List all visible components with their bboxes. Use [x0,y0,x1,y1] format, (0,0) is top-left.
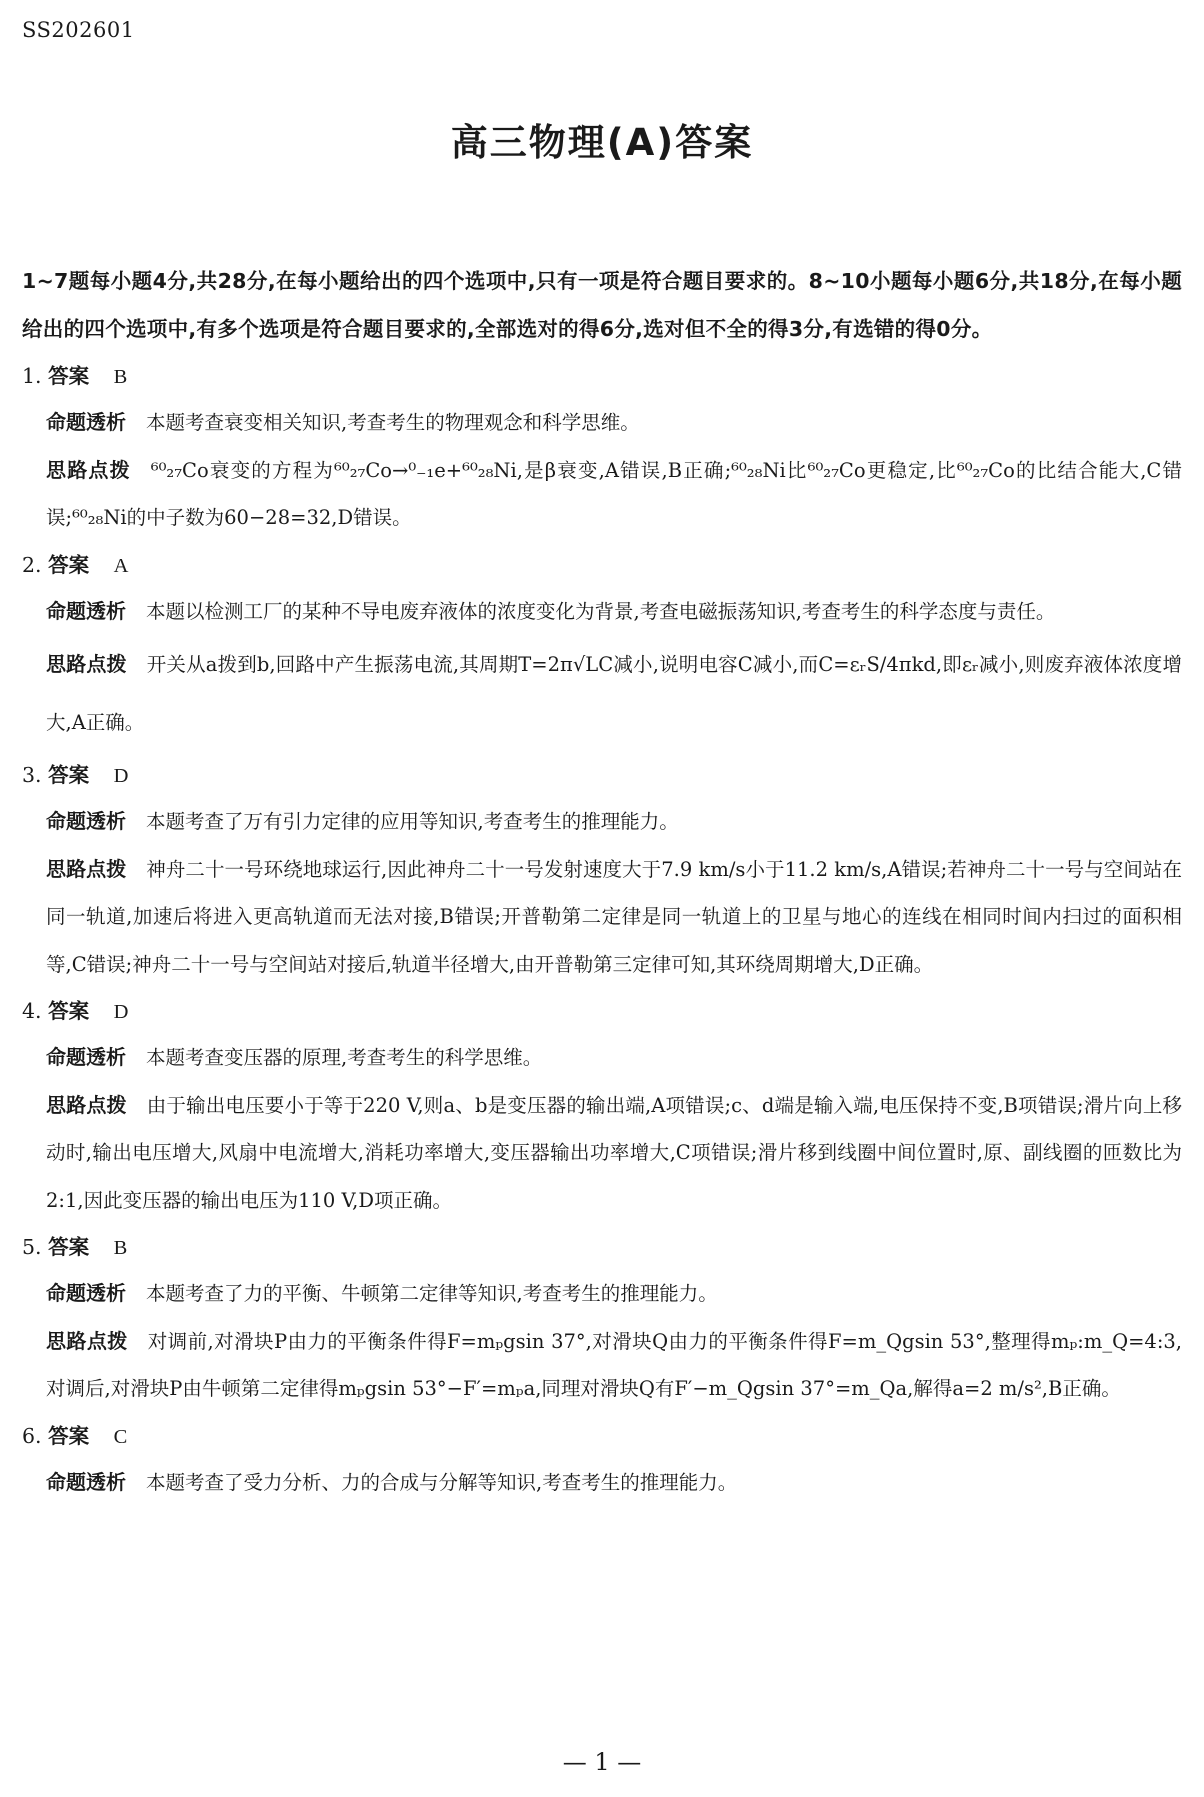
answer-line [22,1413,1182,1459]
answer-line [22,752,1182,798]
page-number: — 1 — [562,1748,642,1776]
answer-label: 答案 [48,763,90,787]
analysis-text: 本题以检测工厂的某种不导电废弃液体的浓度变化为背景,考查电磁振荡知识,考查考生的科学态度与责任。 [146,599,1056,623]
answer-letter: A [113,554,129,577]
answer-label: 答案 [48,999,90,1023]
hint-text: 神舟二十一号环绕地球运行,因此神舟二十一号发射速度大于7.9 km/s小于11.2 km/s,A错误;若神舟二十一号与空间站在同一轨道,加速后将进入更高轨道而无法对接,B错误;开普勒第二定律是同一轨道上的卫星与地心的连线在相同时间内扫过的面积相等,C错误;神舟二十一号与空间站对接后,轨道半径增大,由开普勒第三定律可知,其环绕周期增大,D正确。 [46,857,1182,976]
hint-label: 思路点拨 [46,1328,128,1353]
answer-label: 答案 [48,1235,90,1259]
answer-line [22,542,1182,588]
answer-content [22,258,1182,1506]
analysis-label: 命题透析 [46,598,126,623]
question-3 [22,752,1182,988]
analysis-paragraph [46,399,1182,447]
analysis-text: 本题考查变压器的原理,考查考生的科学思维。 [146,1046,543,1069]
hint-label: 思路点拨 [46,856,127,881]
hint-text: 开关从a拨到b,回路中产生振荡电流,其周期T=2π√LC减小,说明电容C减小,而C=εᵣS/4πkd,即εᵣ减小,则废弃液体浓度增大,A正确。 [46,653,1182,734]
hint-label: 思路点拨 [46,457,131,482]
answer-letter: D [113,1001,129,1023]
hint-text: 对调前,对滑块P由力的平衡条件得F=mₚgsin 37°,对滑块Q由力的平衡条件得F=m_Qgsin 53°,整理得mₚ:m_Q=4:3,对调后,对滑块P由牛顿第二定律得mₚgsin 53°−F′=mₚa,同理对滑块Q有F′−m_Qgsin 37°=m_Qa,解得a=2 m/s²,B正确。 [46,1329,1183,1400]
question-number: 6. [22,1423,42,1448]
analysis-paragraph [46,1270,1182,1318]
answer-letter: C [113,1425,128,1448]
question-4 [22,988,1182,1224]
answer-line [22,353,1182,399]
hint-paragraph [46,1318,1182,1413]
analysis-label: 命题透析 [46,410,126,434]
answer-label: 答案 [48,364,90,388]
question-2 [22,542,1182,753]
answer-label: 答案 [48,552,90,577]
hint-label: 思路点拨 [46,652,127,676]
question-number: 2. [22,552,42,577]
analysis-label: 命题透析 [46,1469,126,1494]
hint-paragraph [46,447,1182,542]
answer-letter: B [113,366,128,388]
hint-paragraph [46,846,1182,989]
analysis-text: 本题考查了力的平衡、牛顿第二定律等知识,考查考生的推理能力。 [146,1282,718,1305]
answer-letter: B [113,1237,128,1259]
question-6 [22,1413,1182,1507]
analysis-label: 命题透析 [46,1281,126,1305]
analysis-paragraph [46,798,1182,846]
hint-label: 思路点拨 [46,1092,127,1117]
question-5 [22,1224,1182,1413]
answer-line [22,988,1182,1034]
answer-line [22,1224,1182,1270]
question-number: 4. [22,999,42,1023]
analysis-label: 命题透析 [46,1045,126,1069]
scoring-instructions: 1~7题每小题4分,共28分,在每小题给出的四个选项中,只有一项是符合题目要求的。8~10小题每小题6分,共18分,在每小题给出的四个选项中,有多个选项是符合题目要求的,全部选对的得6分,选对但不全的得3分,有选错的得0分。 [22,269,1182,341]
analysis-text: 本题考查了万有引力定律的应用等知识,考查考生的推理能力。 [146,810,679,833]
hint-paragraph [46,1082,1182,1225]
question-number: 3. [22,763,42,787]
analysis-text: 本题考查了受力分析、力的合成与分解等知识,考查考生的推理能力。 [146,1470,738,1494]
page-title: 高三物理(A)答案 [450,121,754,164]
analysis-label: 命题透析 [46,809,126,833]
hint-text: ⁶⁰₂₇Co衰变的方程为⁶⁰₂₇Co→⁰₋₁e+⁶⁰₂₈Ni,是β衰变,A错误,B正确;⁶⁰₂₈Ni比⁶⁰₂₇Co更稳定,比⁶⁰₂₇Co的比结合能大,C错误;⁶⁰₂₈Ni的中子数为60−28=32,D错误。 [46,458,1183,529]
analysis-paragraph [46,1034,1182,1082]
document-code: SS202601 [22,18,135,42]
analysis-paragraph [46,588,1182,636]
answer-label: 答案 [48,1423,90,1448]
hint-text: 由于输出电压要小于等于220 V,则a、b是变压器的输出端,A项错误;c、d端是输入端,电压保持不变,B项错误;滑片向上移动时,输出电压增大,风扇中电流增大,消耗功率增大,变压器输出功率增大,C项错误;滑片移到线圈中间位置时,原、副线圈的匝数比为2:1,因此变压器的输出电压为110 V,D项正确。 [46,1093,1183,1212]
analysis-paragraph [46,1459,1182,1507]
question-number: 1. [22,364,42,388]
answer-letter: D [113,765,129,787]
hint-paragraph [46,635,1182,752]
question-1 [22,353,1182,542]
analysis-text: 本题考查衰变相关知识,考查考生的物理观念和科学思维。 [146,411,640,434]
question-number: 5. [22,1235,42,1259]
